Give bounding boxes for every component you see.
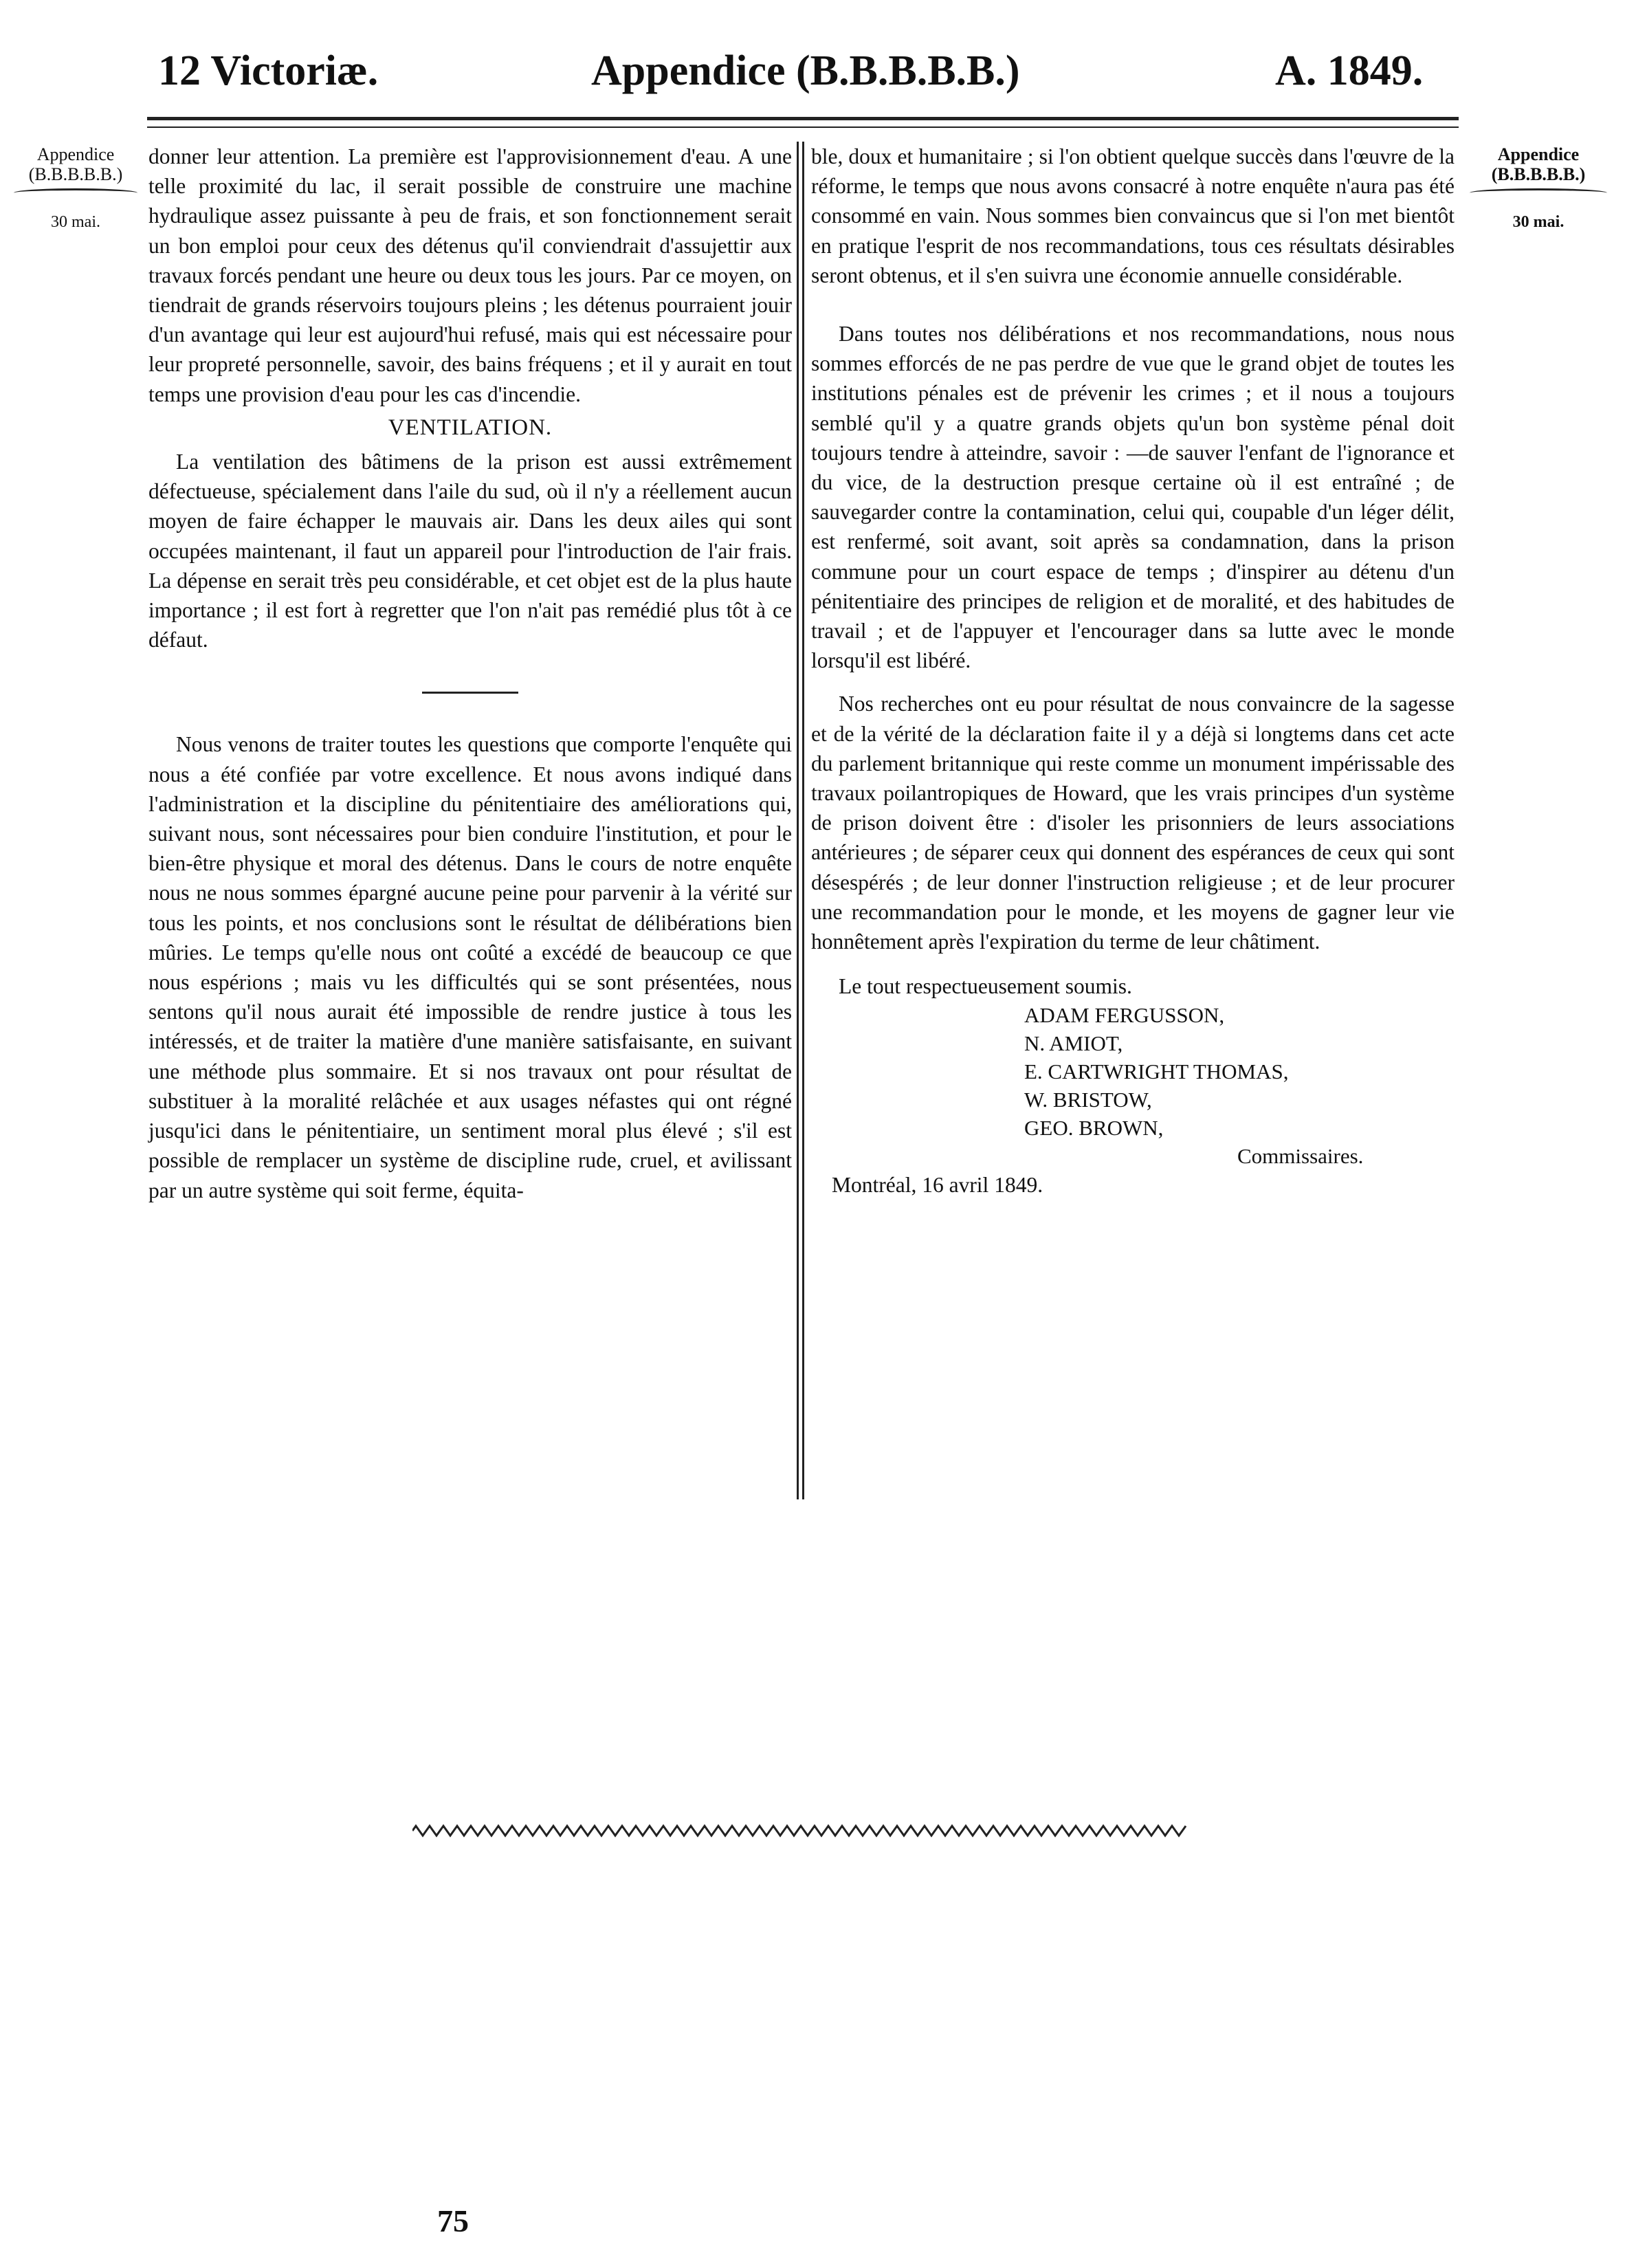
- paragraph: La ventilation des bâtimens de la prison est aussi extrêmement défectueuse, spécialement dans l'aile du sud, où il n'y a réellement aucun moyen de faire échapper le mauvais air. Dans les deux ailes qui sont occupées maintenant, il faut un appareil pour l'introduction de l'air frais. La dépense en serait très peu considérable, et cet objet est de la plus haute importance ; il est fort à regretter que l'on n'ait pas remédié plus tôt à ce défaut.: [148, 450, 792, 652]
- signatory: ADAM FERGUSSON,: [1024, 1003, 1225, 1028]
- left-column: [148, 142, 792, 1496]
- place-date: Montréal, 16 avril 1849.: [832, 1173, 1043, 1198]
- section-heading: VENTILATION.: [388, 415, 553, 440]
- signatory: N. AMIOT,: [1024, 1031, 1123, 1056]
- margin-note-code: (B.B.B.B.B.): [1491, 164, 1586, 184]
- column-divider: [802, 142, 804, 1499]
- closing-line: Le tout respectueusement soumis.: [839, 974, 1132, 999]
- signatory: W. BRISTOW,: [1024, 1088, 1152, 1112]
- paragraph: Nos recherches ont eu pour résultat de nous convaincre de la sagesse et de la vérité de la déclaration faite il y a déjà si longtems dans cet acte du parlement britannique qui reste comme un monument impérissable des travaux poilantropiques de Howard, que les vrais principes d'un système de prison doivent être : d'isoler les prisonniers de leurs associations antérieures ; de séparer ceux qui donnent des espérances de ceux qui sont désespérés ; de leur donner l'instruction religieuse ; et de leur procurer une recommandation pour le monde, et les moyens de gagner leur vie honnêtement après l'expiration du terme de leur châtiment.: [811, 692, 1455, 954]
- paragraph: Nous venons de traiter toutes les questions que comporte l'enquête qui nous a été confiée par votre excellence. Et nous avons indiqué dans l'administration et la discipline du pénitentiaire des améliorations qui, suivant nous, sont nécessaires pour bien conduire l'institution, et pour le bien-être physique et moral des détenus. Dans le cours de notre enquête nous ne nous sommes épargné aucune peine pour parvenir à la vérité sur tous les points, et nos conclusions sont le résultat de délibérations bien mûries. Le temps qu'elle nous ont coûté a excédé de beaucoup ce que nous espérions ; mais vu les difficultés qui se sont présentées, nous sentons qu'il nous aurait été impossible de rendre justice à tous les intéressés, et de traiter la matière d'une manière satisfaisante, en suivant une méthode plus sommaire. Et si nos travaux ont pour résultat de substituer à la moralité relâchée et aux usages néfastes qui ont régné jusqu'ici dans le pénitentiaire, un sentiment moral plus élevé ; s'il est possible de remplacer un système de discipline rude, cruel, et avilissant par un autre système qui soit ferme, équita-: [148, 732, 792, 1202]
- paragraph: donner leur attention. La première est l'approvisionnement d'eau. A une telle proximité du lac, il serait possible de construire une machine hydraulique assez puissante à peu de frais, et son fonctionnement serait un bon emploi pour ceux des détenus qu'il conviendrait d'assujettir aux travaux forcés pendant une heure ou deux tous les jours. Par ce moyen, on tiendrait de grands réservoirs toujours pleins ; les détenus pourraient jouir d'un avantage qui leur est aujourd'hui refusé, mais qui est nécessaire pour leur propreté personnelle, savoir, des bains fréquens ; et il y aurait en tout temps une provision d'eau pour les cas d'incendie.: [148, 144, 792, 406]
- paragraph: Dans toutes nos délibérations et nos recommandations, nous nous sommes efforcés de ne pas perdre de vue que le grand objet de toutes les institutions pénales est de prévenir les crimes ; et il nous a toujours semblé qu'il y a quatre grands objets qu'un bon système pénal doit toujours tendre à atteindre, savoir : —de sauver l'enfant de l'ignorance et du vice, de la destruction presque certaine où il est entraîné ; de sauvegarder contre la contamination, celui qui, coupable d'un léger délit, est renfermé, soit avant, soit après sa condamnation, dans la prison commune pour un court espace de temps ; d'inspirer au détenu d'un pénitentiaire des principes de religion et de moralité, et des habitudes de travail ; et de l'appuyer et l'encourager dans sa lutte avec le monde lorsqu'il est libéré.: [811, 322, 1455, 673]
- signatory-role: Commissaires.: [1237, 1144, 1364, 1169]
- margin-brace: [1470, 188, 1607, 197]
- margin-brace: [14, 188, 137, 197]
- signatory: GEO. BROWN,: [1024, 1116, 1164, 1141]
- column-divider: [797, 142, 799, 1499]
- running-head-center: Appendice (B.B.B.B.B.): [591, 47, 1020, 94]
- margin-note-title: Appendice: [1497, 144, 1580, 164]
- running-head-right: A. 1849.: [1275, 47, 1424, 94]
- running-head-left: 12 Victoriæ.: [158, 47, 379, 94]
- signature-block: [811, 1001, 1455, 1170]
- paragraph: ble, doux et humanitaire ; si l'on obtient quelque succès dans l'œuvre de la réforme, le temps que nous avons consacré à notre enquête n'aura pas été consommé en vain. Nous sommes bien convaincus que si l'on met bientôt en pratique l'esprit de nos recommandations, tous ces résultats désirables seront obtenus, et il s'en suivra une économie annuelle considérable.: [811, 144, 1455, 287]
- margin-note-date: 30 mai.: [51, 213, 100, 231]
- margin-note-left: [7, 144, 144, 232]
- wavy-ornament: [412, 1820, 1189, 1841]
- margin-note-title: Appendice: [36, 144, 115, 164]
- header-rule-thick: [147, 117, 1459, 120]
- section-separator: [422, 692, 518, 694]
- header-rule-thin: [147, 126, 1459, 128]
- right-column: [811, 142, 1455, 1496]
- margin-note-right: [1463, 144, 1614, 232]
- margin-note-code: (B.B.B.B.B.): [28, 164, 123, 184]
- page-number: 75: [437, 2203, 469, 2238]
- signatory: E. CARTWRIGHT THOMAS,: [1024, 1059, 1289, 1084]
- margin-note-date: 30 mai.: [1512, 213, 1565, 231]
